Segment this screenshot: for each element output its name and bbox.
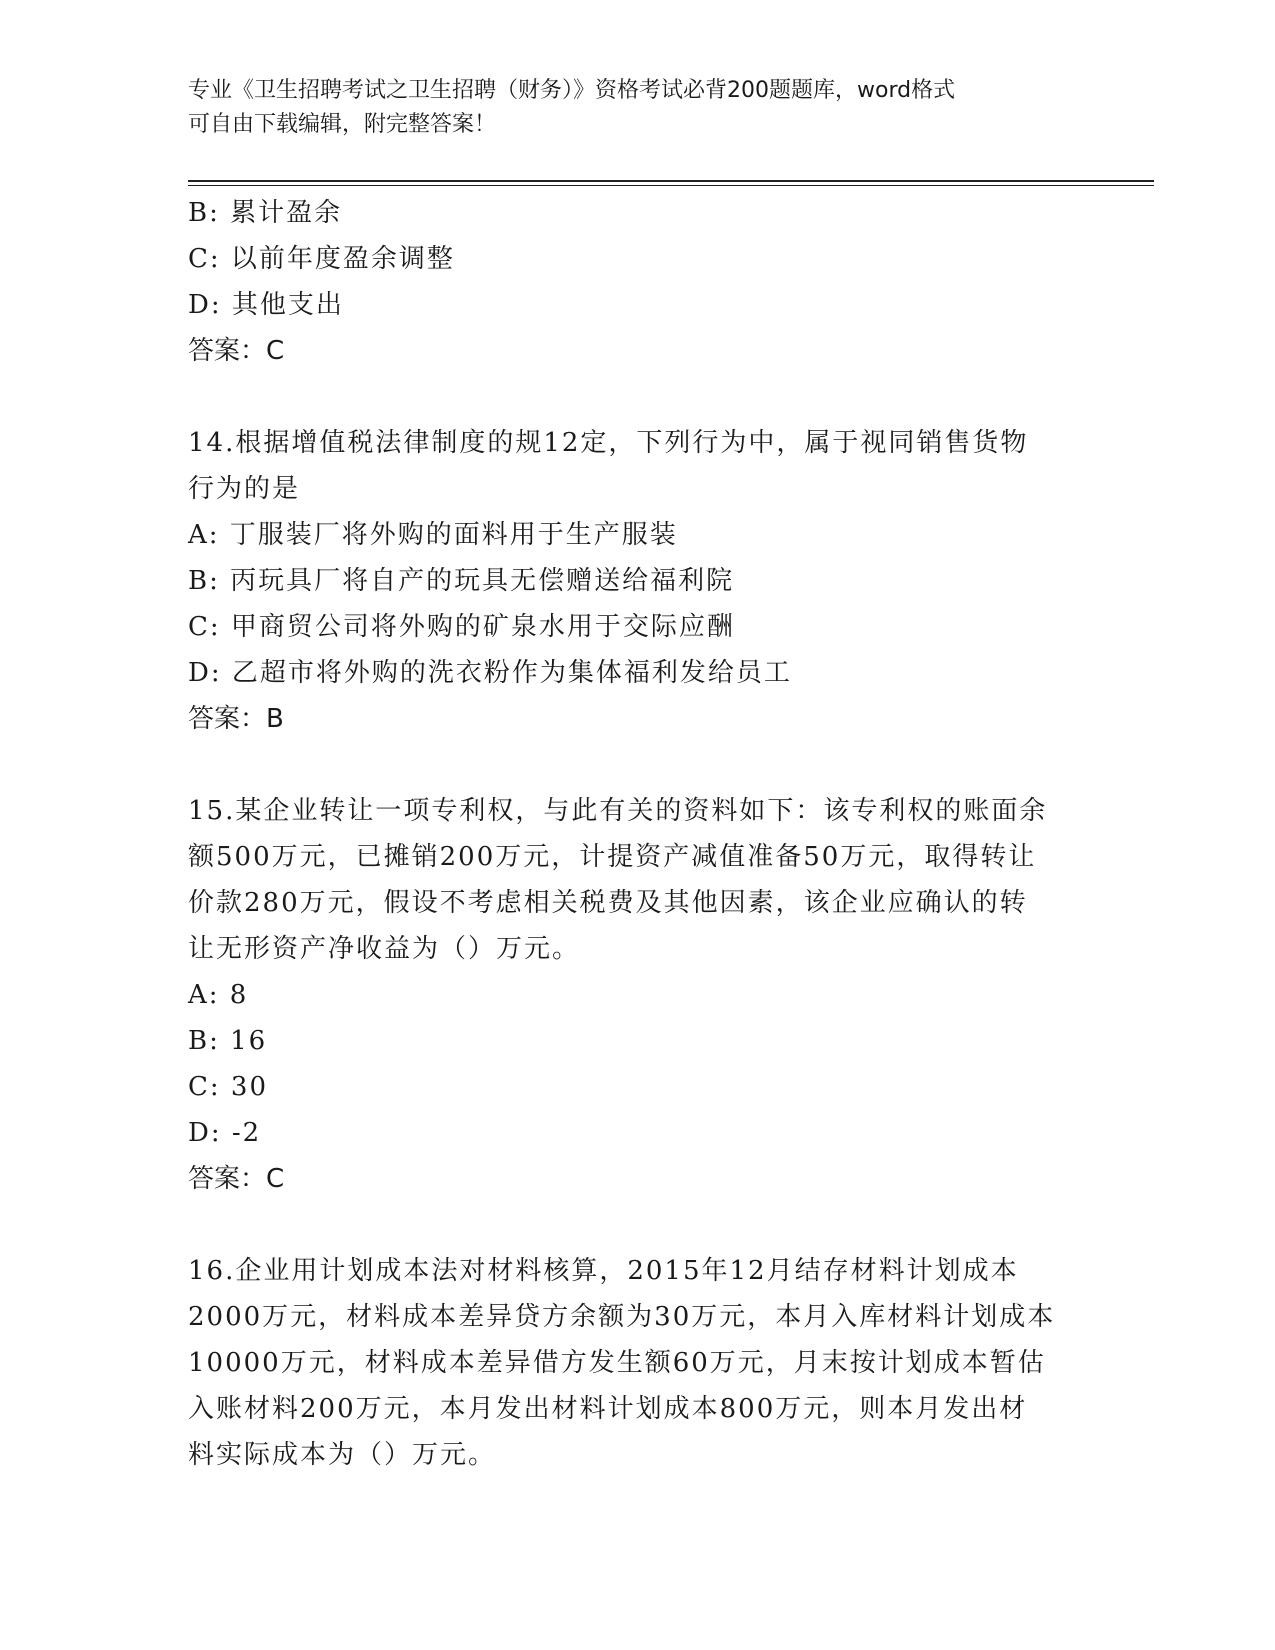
question-15 [188,788,1088,1202]
spacer [188,374,1088,420]
q15-option-c: C: 30 [188,1072,269,1102]
q14-answer: 答案：B [188,704,284,734]
question-16 [188,1248,1088,1478]
q14-stem-line-1: 14.根据增值税法律制度的规12定，下列行为中，属于视同销售货物 [188,428,1029,458]
spacer [188,742,1088,788]
q13-answer: 答案：C [188,336,285,366]
q16-stem-line-5: 料实际成本为（）万元。 [188,1440,497,1470]
spacer [188,1202,1088,1248]
question-13 [188,190,1088,374]
q15-option-d: D: -2 [188,1118,262,1148]
q13-option-c: C: 以前年度盈余调整 [188,244,455,274]
document-header [188,74,1088,142]
q16-stem-line-4: 入账材料200万元，本月发出材料计划成本800万元，则本月发出材 [188,1394,1028,1424]
header-divider-thin [188,185,1154,186]
header-line-2: 可自由下载编辑，附完整答案！ [188,112,497,137]
header-line-1: 专业《卫生招聘考试之卫生招聘（财务）》资格考试必背200题题库，word格式 [188,78,956,103]
q16-stem-line-1: 16.企业用计划成本法对材料核算，2015年12月结存材料计划成本 [188,1256,1019,1286]
question-14 [188,420,1088,742]
q16-stem-line-2: 2000万元，材料成本差异贷方余额为30万元，本月入库材料计划成本 [188,1302,1056,1332]
q15-option-b: B: 16 [188,1026,268,1056]
q15-stem-line-4: 让无形资产净收益为（）万元。 [188,934,581,964]
q15-stem-line-3: 价款280万元，假设不考虑相关税费及其他因素，该企业应确认的转 [188,888,1028,918]
header-divider-thick [188,180,1154,182]
q13-option-d: D: 其他支出 [188,290,344,320]
q14-option-d: D: 乙超市将外购的洗衣粉作为集体福利发给员工 [188,658,792,688]
q15-option-a: A: 8 [188,980,249,1010]
q14-stem-line-2: 行为的是 [188,474,301,504]
q15-stem-line-2: 额500万元，已摊销200万元，计提资产减值准备50万元，取得转让 [188,842,1037,872]
q14-option-c: C: 甲商贸公司将外购的矿泉水用于交际应酬 [188,612,735,642]
q16-stem-line-3: 10000万元，材料成本差异借方发生额60万元，月末按计划成本暂估 [188,1348,1046,1378]
q14-option-b: B: 丙玩具厂将自产的玩具无偿赠送给福利院 [188,566,735,596]
q15-stem-line-1: 15.某企业转让一项专利权，与此有关的资料如下：该专利权的账面余 [188,796,1048,826]
question-content [188,190,1088,1478]
q14-option-a: A: 丁服装厂将外购的面料用于生产服装 [188,520,678,550]
q13-option-b: B: 累计盈余 [188,198,343,228]
q15-answer: 答案：C [188,1164,285,1194]
